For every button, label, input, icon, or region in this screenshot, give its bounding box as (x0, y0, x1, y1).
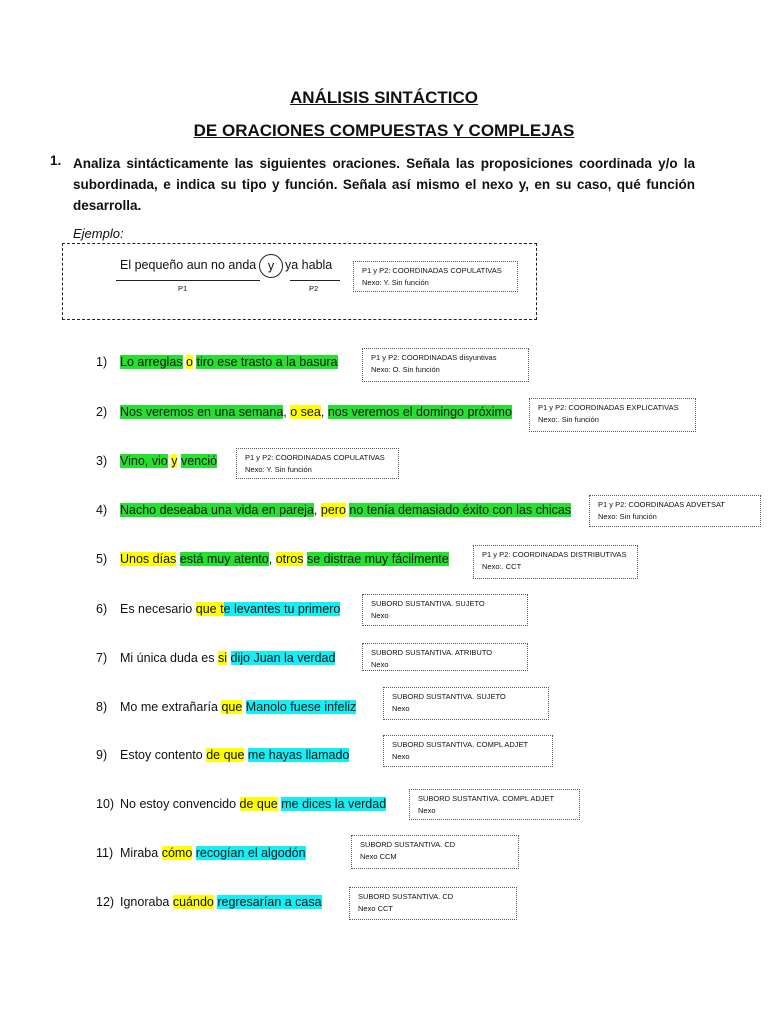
example-note-line1: P1 y P2: COORDINADAS COPULATIVAS (362, 266, 502, 275)
segment-nexo: y (171, 454, 178, 468)
item-number: 10) (96, 797, 115, 811)
sentence-6 (120, 602, 340, 616)
note-line1: SUBORD SUSTANTIVA. COMPL ADJET (418, 794, 555, 803)
segment-p1: está muy atento (179, 552, 269, 566)
segment-p2: se distrae muy fácilmente (306, 552, 449, 566)
item-number: 4) (96, 503, 108, 517)
sentence-5 (120, 552, 449, 566)
item-number: 11) (96, 846, 114, 860)
note-line1: SUBORD SUSTANTIVA. ATRIBUTO (371, 648, 493, 657)
segment-main: Mi única duda es (120, 651, 215, 665)
note-line2: Nexo (418, 806, 436, 815)
segment-nexo: pero (320, 503, 346, 517)
note-line1: SUBORD SUSTANTIVA. CD (358, 892, 454, 901)
item-number: 1) (96, 355, 108, 369)
note-line2: Nexo (371, 611, 389, 620)
segment-p1: Nacho deseaba una vida en pareja (120, 503, 314, 517)
sentence-1 (120, 355, 338, 369)
example-part1: El pequeño aun no anda (120, 258, 257, 272)
note-line2: Nexo: O. Sin función (371, 365, 440, 374)
segment-nexo: Unos días (120, 552, 177, 566)
segment-nexo: o (186, 355, 193, 369)
segment-nexo: de que (206, 748, 245, 762)
segment-sub: regresarían a casa (217, 895, 322, 909)
analysis-note (473, 545, 638, 579)
segment-sub: e levantes tu primero (223, 602, 341, 616)
analysis-note (349, 887, 517, 920)
segment-nexo: cuándo (172, 895, 214, 909)
sentence-12 (120, 895, 322, 909)
sentence-11 (120, 846, 306, 860)
example-underline-p1 (116, 280, 260, 281)
segment-main: No estoy convencido (120, 797, 237, 811)
segment-p2: venció (180, 454, 218, 468)
segment-sub: me dices la verdad (281, 797, 387, 811)
segment-main: Mo me extrañaría (120, 700, 218, 714)
note-line2: Nexo (392, 704, 410, 713)
segment-nexo: si (218, 651, 228, 665)
note-line1: SUBORD SUSTANTIVA. COMPL ADJET (392, 740, 529, 749)
segment-nexo: otros (275, 552, 304, 566)
note-line2: Nexo (371, 660, 389, 669)
segment-main: Miraba (120, 846, 159, 860)
note-line2: Nexo:. Sin función (538, 415, 599, 424)
item-number: 9) (96, 748, 108, 762)
analysis-note (362, 348, 529, 382)
note-line2: Nexo (392, 752, 410, 761)
segment-main: Ignoraba (120, 895, 170, 909)
example-p1-label: P1 (178, 284, 188, 293)
segment-nexo: de que (239, 797, 278, 811)
segment-comma: , (268, 552, 273, 566)
example-note (353, 261, 518, 292)
segment-p1: Nos veremos en una semana (120, 405, 284, 419)
segment-p2: tiro ese trasto a la basura (196, 355, 338, 369)
example-underline-p2 (290, 280, 340, 281)
segment-nexo: o sea (290, 405, 321, 419)
sentence-3 (120, 454, 217, 468)
analysis-note (383, 687, 549, 720)
segment-main: Estoy contento (120, 748, 203, 762)
note-line1: P1 y P2: COORDINADAS DISTRIBUTIVAS (482, 550, 627, 559)
segment-nexo: cómo (161, 846, 193, 860)
sentence-4 (120, 503, 571, 517)
example-note-line2: Nexo: Y. Sin función (362, 278, 429, 287)
segment-comma: , (313, 503, 318, 517)
note-line2: Nexo CCT (358, 904, 394, 913)
analysis-note (362, 643, 528, 671)
analysis-note (362, 594, 528, 626)
instruction-text: Analiza sintácticamente las siguientes oraciones. Señala las proposiciones coordinada y/o la subordinada, e indica su tipo y función. Señala así mismo el nexo y, en su caso, qué función desarrolla. (73, 156, 695, 213)
example-label: Ejemplo: (73, 226, 124, 241)
sentence-8 (120, 700, 356, 714)
note-line1: SUBORD SUSTANTIVA. SUJETO (371, 599, 485, 608)
segment-comma: , (283, 405, 287, 419)
segment-nexo: que (221, 700, 243, 714)
sentence-2 (120, 405, 512, 419)
segment-comma: , (320, 405, 325, 419)
segment-p2: no tenía demasiado éxito con las chicas (349, 503, 572, 517)
analysis-note (383, 735, 553, 767)
sentence-10 (120, 797, 386, 811)
example-p2-label: P2 (309, 284, 319, 293)
note-line1: P1 y P2: COORDINADAS COPULATIVAS (245, 453, 385, 462)
item-number: 7) (96, 651, 108, 665)
example-part2: ya habla (285, 258, 333, 272)
item-number: 8) (96, 700, 108, 714)
note-line2: Nexo: Sin función (598, 512, 657, 521)
note-line2: Nexo:. CCT (482, 562, 522, 571)
analysis-note (351, 835, 519, 869)
sentence-9 (120, 748, 349, 762)
note-line1: P1 y P2: COORDINADAS disyuntivas (371, 353, 497, 362)
page-title: ANÁLISIS SINTÁCTICO (290, 88, 478, 107)
page-subtitle: DE ORACIONES COMPUESTAS Y COMPLEJAS (193, 121, 575, 140)
instruction-number: 1. (50, 153, 62, 168)
item-number: 6) (96, 602, 108, 616)
analysis-note (529, 398, 696, 432)
item-number: 5) (96, 552, 108, 566)
analysis-note (236, 448, 399, 479)
note-line1: P1 y P2: COORDINADAS EXPLICATIVAS (538, 403, 679, 412)
segment-sub: recogían el algodón (195, 846, 306, 860)
segment-sub: dijo Juan la verdad (230, 651, 336, 665)
note-line1: SUBORD SUSTANTIVA. CD (360, 840, 456, 849)
segment-nexo: que t (195, 602, 224, 616)
note-line1: SUBORD SUSTANTIVA. SUJETO (392, 692, 506, 701)
item-number: 12) (96, 895, 115, 909)
segment-p1: Vino, vio (120, 454, 168, 468)
segment-sub: me hayas llamado (247, 748, 350, 762)
sentence-7 (120, 651, 335, 665)
analysis-note (589, 495, 761, 527)
segment-p2: nos veremos el domingo próximo (327, 405, 512, 419)
item-number: 3) (96, 454, 108, 468)
note-line1: P1 y P2: COORDINADAS ADVETSAT (598, 500, 725, 509)
item-number: 2) (96, 405, 108, 419)
analysis-note (409, 789, 580, 820)
note-line2: Nexo CCM (360, 852, 397, 861)
segment-sub: Manolo fuese infeliz (245, 700, 357, 714)
note-line2: Nexo: Y. Sin función (245, 465, 312, 474)
segment-p1: Lo arreglas (120, 355, 183, 369)
segment-main: Es necesario (120, 602, 193, 616)
example-nexo-circle: y (259, 254, 283, 278)
